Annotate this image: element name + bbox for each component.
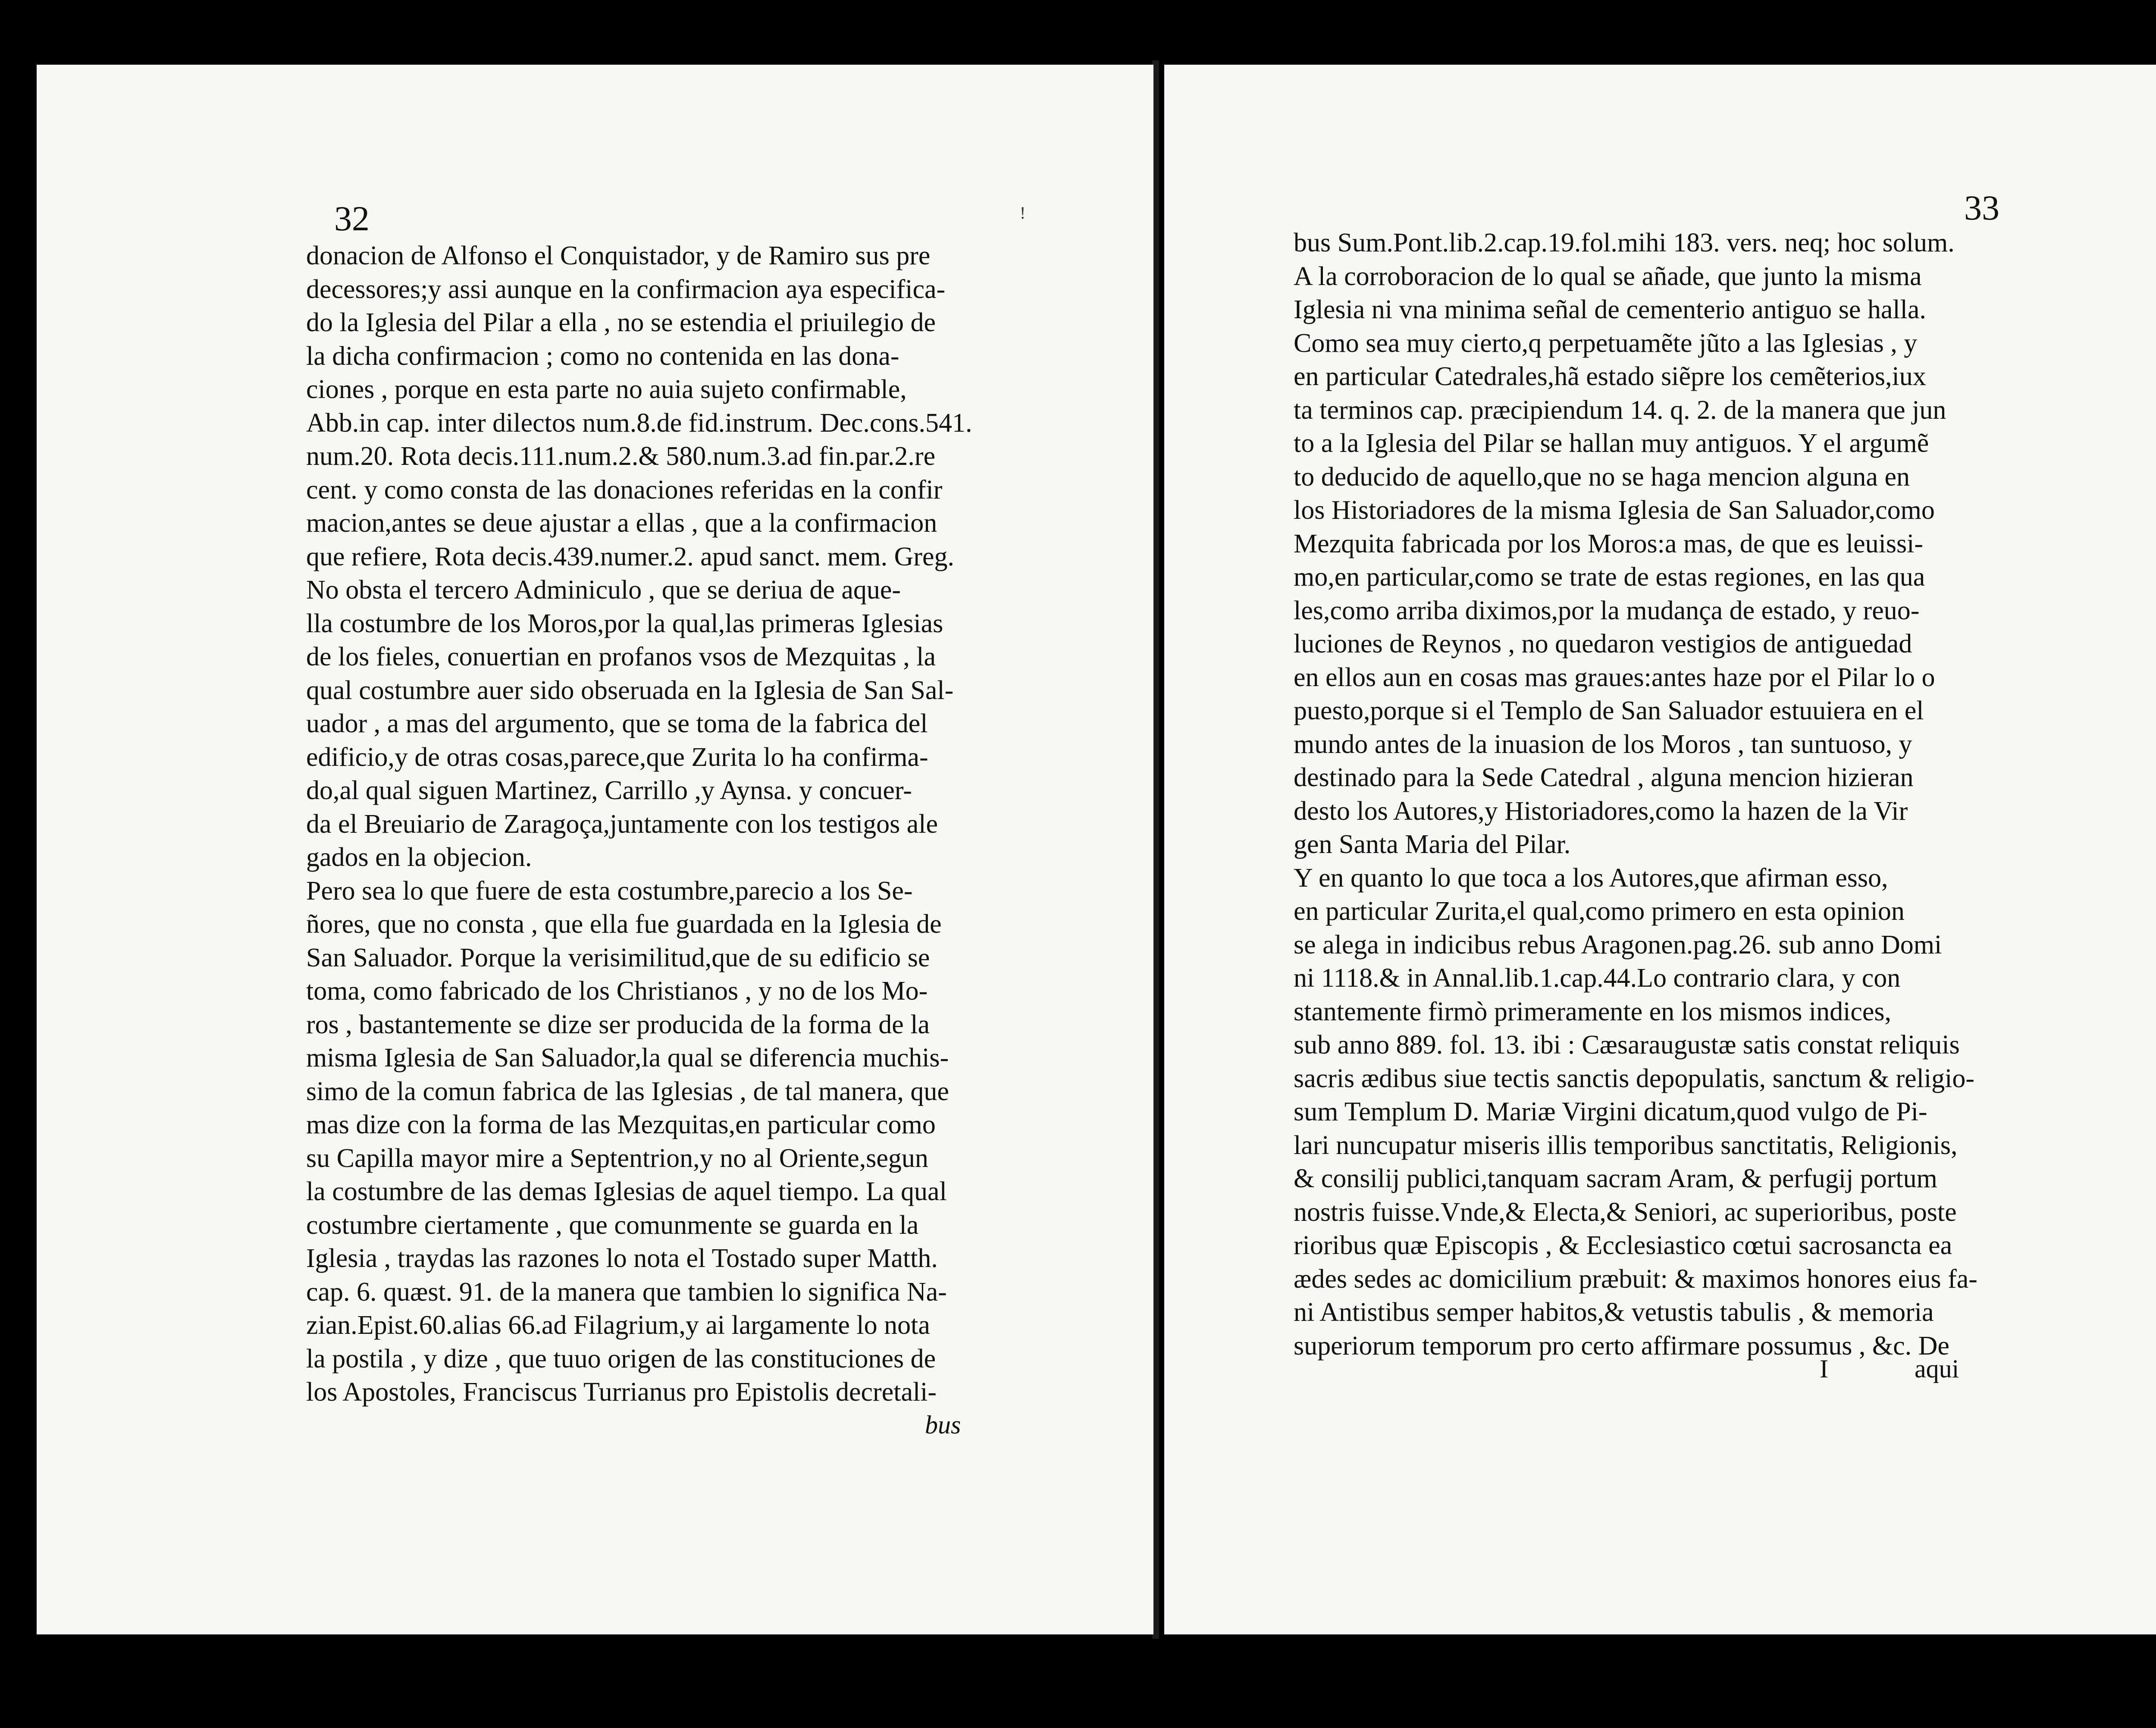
text-line: & consilij publici,tanquam sacram Aram, & perfugij portum [1294, 1164, 1937, 1193]
text-line: costumbre ciertamente , que comunmente se guarda en la [306, 1210, 919, 1240]
text-line: Iglesia ni vna minima señal de cementerio antiguo se halla. [1294, 295, 1926, 324]
text-line: macion,antes se deue ajustar a ellas , que a la confirmacion [306, 508, 937, 538]
text-line: da el Breuiario de Zaragoça,juntamente con los testigos ale [306, 809, 938, 839]
text-line: en particular Zurita,el qual,como primero en esta opinion [1294, 897, 1905, 926]
text-line: edificio,y de otras cosas,parece,que Zurita lo ha confirma- [306, 742, 928, 772]
text-line: No obsta el tercero Adminiculo , que se deriua de aque- [306, 575, 901, 605]
stray-mark: ! [1020, 203, 1026, 223]
text-line: to a la Iglesia del Pilar se hallan muy antiguos. Y el argumẽ [1294, 429, 1929, 458]
text-line: los Historiadores de la misma Iglesia de San Saluador,como [1294, 496, 1935, 525]
text-line: ros , bastantemente se dize ser producida de la forma de la [306, 1010, 930, 1039]
text-line: en ellos aun en cosas mas graues:antes haze por el Pilar lo o [1294, 662, 1935, 692]
text-line: su Capilla mayor mire a Septentrion,y no al Oriente,segun [306, 1143, 928, 1173]
text-line: mo,en particular,como se trate de estas regiones, en las qua [1294, 562, 1925, 592]
text-line: lla costumbre de los Moros,por la qual,las primeras Iglesias [306, 608, 943, 638]
text-line: cent. y como consta de las donaciones referidas en la confir [306, 475, 943, 505]
text-line: que refiere, Rota decis.439.numer.2. apud sanct. mem. Greg. [306, 542, 955, 571]
text-line: Iglesia , traydas las razones lo nota el Tostado super Matth. [306, 1244, 938, 1273]
text-line: destinado para la Sede Catedral , alguna mencion hizieran [1294, 763, 1914, 792]
text-line: donacion de Alfonso el Conquistador, y de Ramiro sus pre [306, 241, 931, 270]
text-line: decessores;y assi aunque en la confirmacion aya especifica- [306, 274, 946, 304]
text-line: desto los Autores,y Historiadores,como la hazen de la Vir [1294, 796, 1908, 826]
text-line: uador , a mas del argumento, que se toma de la fabrica del [306, 709, 928, 738]
text-line: simo de la comun fabrica de las Iglesias , de tal manera, que [306, 1076, 949, 1106]
text-line: de los fieles, conuertian en profanos vsos de Mezquitas , la [306, 642, 936, 671]
right-catchword: aqui [1915, 1355, 1959, 1383]
text-line: toma, como fabricado de los Christianos , y no de los Mo- [306, 976, 928, 1006]
page-number-right: 33 [1964, 188, 1999, 227]
text-line: do la Iglesia del Pilar a ella , no se estendia el priuilegio de [306, 308, 936, 337]
text-line: mas dize con la forma de las Mezquitas,en particular como [306, 1110, 936, 1139]
text-line: stantemente firmò primeramente en los mismos indices, [1294, 997, 1892, 1026]
text-line: superiorum temporum pro certo affirmare possumus , &c. De [1294, 1331, 1949, 1361]
left-page-body-text [306, 239, 1125, 1409]
text-line: ædes sedes ac domicilium præbuit: & maximos honores eius fa- [1294, 1264, 1977, 1294]
text-line: sub anno 889. fol. 13. ibi : Cæsaraugustæ satis constat reliquis [1294, 1030, 1960, 1060]
text-line: mundo antes de la inuasion de los Moros , tan suntuoso, y [1294, 729, 1912, 759]
text-line: zian.Epist.60.alias 66.ad Filagrium,y ai largamente lo nota [306, 1311, 930, 1340]
left-page [37, 65, 1153, 1634]
text-line: la costumbre de las demas Iglesias de aquel tiempo. La qual [306, 1177, 947, 1206]
text-line: lari nuncupatur miseris illis temporibus sanctitatis, Religionis, [1294, 1130, 1958, 1160]
right-page-body-text [1294, 226, 2156, 1363]
text-line: Pero sea lo que fuere de esta costumbre,parecio a los Se- [306, 876, 913, 906]
text-line: cap. 6. quæst. 91. de la manera que tambien lo significa Na- [306, 1277, 947, 1307]
right-page [1164, 65, 2156, 1634]
text-line: se alega in indicibus rebus Aragonen.pag.26. sub anno Domi [1294, 930, 1942, 960]
text-line: gados en la objecion. [306, 843, 532, 872]
text-line: puesto,porque si el Templo de San Saluador estuuiera en el [1294, 696, 1924, 725]
text-line: en particular Catedrales,hã estado siẽpre los cemẽterios,iux [1294, 362, 1926, 391]
text-line: ciones , porque en esta parte no auia sujeto confirmable, [306, 375, 907, 404]
text-line: bus Sum.Pont.lib.2.cap.19.fol.mihi 183. vers. neq; hoc solum. [1294, 228, 1955, 257]
left-catchword: bus [925, 1411, 961, 1439]
text-line: qual costumbre auer sido obseruada en la Iglesia de San Sal- [306, 675, 954, 705]
text-line: la dicha confirmacion ; como no contenida en las dona- [306, 341, 899, 371]
page-number-left: 32 [334, 199, 370, 238]
text-line: to deducido de aquello,que no se haga mencion alguna en [1294, 462, 1910, 492]
text-line: ni Antistibus semper habitos,& vetustis tabulis , & memoria [1294, 1298, 1934, 1327]
text-line: sacris ædibus siue tectis sanctis depopulatis, sanctum & religio- [1294, 1063, 1975, 1093]
text-line: Y en quanto lo que toca a los Autores,que afirman esso, [1294, 863, 1888, 893]
text-line: San Saluador. Porque la verisimilitud,que de su edificio se [306, 943, 930, 972]
text-line: Mezquita fabricada por los Moros:a mas, de que es leuissi- [1294, 529, 1924, 558]
text-line: les,como arriba diximos,por la mudança de estado, y reuo- [1294, 596, 1920, 625]
text-line: A la corroboracion de lo qual se añade, que junto la misma [1294, 261, 1922, 291]
text-line: ñores, que no consta , que ella fue guardada en la Iglesia de [306, 909, 942, 939]
text-line: num.20. Rota decis.111.num.2.& 580.num.3.ad fin.par.2.re [306, 442, 936, 471]
text-line: do,al qual siguen Martinez, Carrillo ,y Aynsa. y concuer- [306, 776, 912, 805]
text-line: ta terminos cap. præcipiendum 14. q. 2. de la manera que jun [1294, 395, 1946, 425]
text-line: los Apostoles, Franciscus Turrianus pro Epistolis decretali- [306, 1377, 937, 1407]
text-line: rioribus quæ Episcopis , & Ecclesiastico cœtui sacrosancta ea [1294, 1231, 1952, 1260]
text-line: nostris fuisse.Vnde,& Electa,& Seniori, ac superioribus, poste [1294, 1197, 1957, 1227]
text-line: Abb.in cap. inter dilectos num.8.de fid.instrum. Dec.cons.541. [306, 408, 972, 438]
text-line: Como sea muy cierto,q perpetuamẽte jũto a las Iglesias , y [1294, 328, 1918, 358]
text-line: luciones de Reynos , no quedaron vestigios de antiguedad [1294, 629, 1912, 659]
text-line: sum Templum D. Mariæ Virgini dicatum,quod vulgo de Pi- [1294, 1097, 1927, 1126]
text-line: misma Iglesia de San Saluador,la qual se diferencia muchis- [306, 1043, 949, 1073]
text-line: gen Santa Maria del Pilar. [1294, 830, 1571, 859]
text-line: la postila , y dize , que tuuo origen de las constituciones de [306, 1344, 936, 1374]
signature-mark: I [1820, 1355, 1828, 1383]
text-line: ni 1118.& in Annal.lib.1.cap.44.Lo contrario clara, y con [1294, 963, 1901, 993]
